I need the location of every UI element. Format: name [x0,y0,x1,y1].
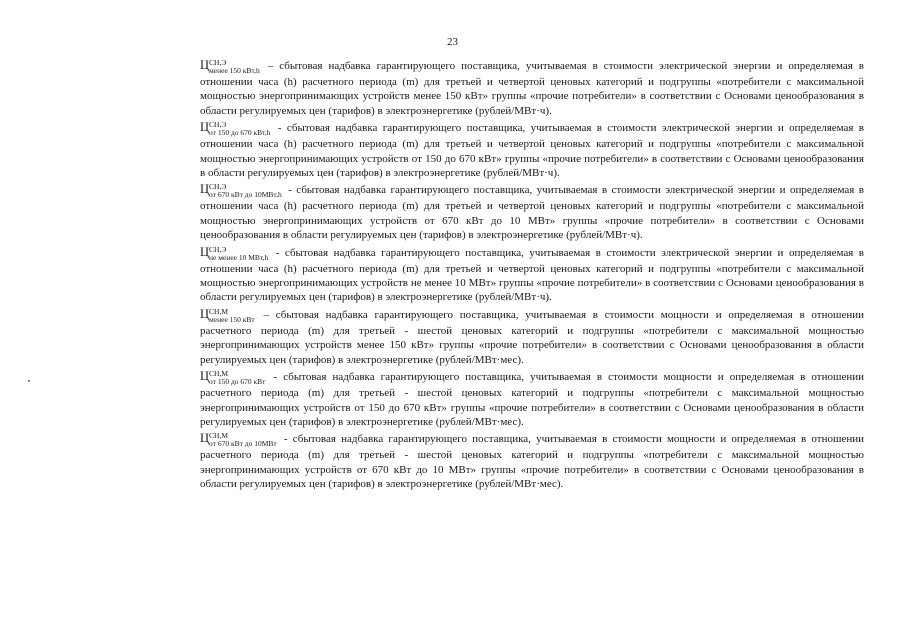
page-number: 23 [447,36,458,48]
definition-text: – сбытовая надбавка гарантирующего поставщика, учитываемая в стоимости мощности и определяемая в отношении расчетного периода (m) для третьей - шестой ценовых категорий и подгруппы «потребители с максимальной мощностью энергопринимающих устройств менее 150 кВт» группы «прочие потребители» в соответствии с Основами ценообразования в области регулируемых цен (тарифов) в электроэнергетике (рублей/МВт·мес). [200,308,864,366]
definition-energy-over-10mw [200,245,864,305]
document-body [200,58,864,494]
definition-energy-150-670kw [200,120,864,180]
symbol-superscript: СН,М [209,431,228,441]
symbol-base: Ц [200,431,210,446]
definition-text: - сбытовая надбавка гарантирующего поставщика, учитываемая в стоимости мощности и определяемая в отношении расчетного периода (m) для третьей - шестой ценовых категорий и подгруппы «потребители с максимальной мощностью энергопринимающих устройств от 670 кВт до 10 МВт» группы «прочие потребители» в соответствии с Основами ценообразования в области регулируемых цен (тарифов) в электроэнергетике (рублей/МВт·мес). [200,433,864,491]
definition-text: - сбытовая надбавка гарантирующего поставщика, учитываемая в стоимости электрической энергии и определяемая в отношении часа (h) расчетного периода (m) для третьей и четвертой ценовых категорий и подгруппы «потребители с максимальной мощностью энергопринимающих устройств от 150 до 670 кВт» группы «прочие потребители» в соответствии с Основами ценообразования в области регулируемых цен (тарифов) в электроэнергетике (рублей/МВт·ч). [200,122,864,180]
symbol-subscript: от 150 до 670 кВт,h [209,128,271,138]
symbol-base: Ц [200,306,210,321]
symbol-subscript: менее 150 кВт [209,314,255,324]
margin-mark [28,380,30,382]
definition-power-under-150kw [200,307,864,367]
symbol-subscript: от 670 кВт до 10МВт,h [209,190,282,200]
definition-energy-670kw-10mw [200,182,864,242]
definition-text: - сбытовая надбавка гарантирующего поставщика, учитываемая в стоимости электрической энергии и определяемая в отношении часа (h) расчетного периода (m) для третьей и четвертой ценовых категорий и подгруппы «потребители с максимальной мощностью энергопринимающих устройств не менее 10 МВт» группы «прочие потребители» в соответствии с Основами ценообразования в области регулируемых цен (тарифов) в электроэнергетике (рублей/МВт·ч). [200,246,864,304]
definition-power-670kw-10mw [200,431,864,491]
symbol-superscript: СН,Э [209,244,227,254]
symbol-superscript: СН,М [209,369,228,379]
symbol-base: Ц [200,58,210,72]
symbol-subscript: не менее 10 МВт,h [209,252,269,262]
symbol-base: Ц [200,369,210,384]
symbol-base: Ц [200,182,210,197]
definition-energy-under-150kw [200,58,864,118]
symbol-base: Ц [200,244,210,259]
symbol-subscript: от 150 до 670 кВт [209,377,266,387]
symbol-superscript: СН,М [209,306,228,316]
definition-text: - сбытовая надбавка гарантирующего поставщика, учитываемая в стоимости электрической энергии и определяемая в отношении часа (h) расчетного периода (m) для третьей и четвертой ценовых категорий и подгруппы «потребители с максимальной мощностью энергопринимающих устройств от 670 кВт до 10 МВт» группы «прочие потребители» в соответствии с Основами ценообразования в области регулируемых цен (тарифов) в электроэнергетике (рублей/МВт·ч). [200,184,864,242]
symbol-subscript: менее 150 кВт,h [209,66,260,75]
symbol-superscript: СН,Э [209,58,227,67]
symbol-superscript: СН,Э [209,120,227,130]
symbol-subscript: от 670 кВт до 10МВт [209,439,277,449]
definition-text: - сбытовая надбавка гарантирующего поставщика, учитываемая в стоимости мощности и определяемая в отношении расчетного периода (m) для третьей - шестой ценовых категорий и подгруппы «потребители с максимальной мощностью энергопринимающих устройств от 150 до 670 кВт» группы «прочие потребители» в соответствии с Основами ценообразования в области регулируемых цен (тарифов) в электроэнергетике (рублей/МВт·мес). [200,371,864,428]
symbol-superscript: СН,Э [209,182,227,192]
symbol-base: Ц [200,120,210,135]
definition-power-150-670kw [200,369,864,429]
definition-text: – сбытовая надбавка гарантирующего поставщика, учитываемая в стоимости электрической энергии и определяемая в отношении часа (h) расчетного периода (m) для третьей и четвертой ценовых категорий и подгруппы «потребители с максимальной мощностью энергопринимающих устройств менее 150 кВт» группы «прочие потребители» в соответствии с Основами ценообразования в области регулируемых цен (тарифов) в электроэнергетике (рублей/МВт·ч). [200,60,864,117]
